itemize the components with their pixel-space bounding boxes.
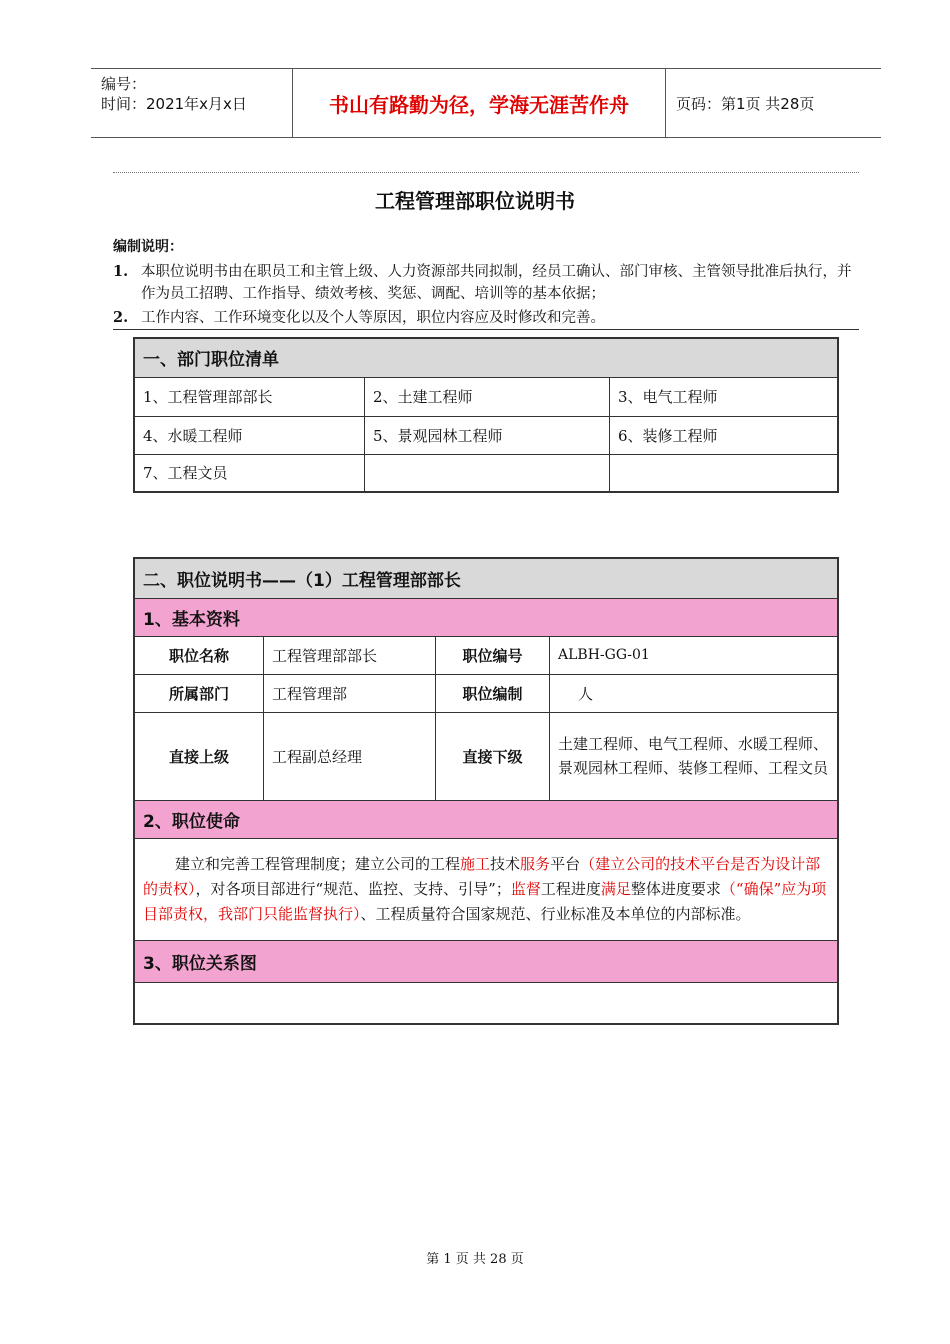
position-cell: 6、装修工程师 [610, 416, 839, 454]
mission-highlight: 满足 [600, 879, 631, 898]
number-label: 编号： [101, 75, 147, 93]
page-footer: 第 1 页 共 28 页 [426, 1252, 524, 1267]
subsection-title: 1、基本资料 [134, 598, 838, 636]
mission-part: 、工程质量符合国家规范、行业标准及本单位的内部标准。 [360, 904, 751, 923]
header-meta [91, 69, 293, 137]
note-item [113, 307, 859, 329]
note-item [113, 261, 859, 305]
mission-part: 平台 [550, 854, 581, 873]
header-page-label: 页码：第1页 共28页 [676, 94, 815, 113]
field-label: 职位名称 [134, 636, 264, 674]
notes-heading: 编制说明： [113, 239, 183, 255]
mission-highlight: 施工 [460, 854, 491, 873]
field-label: 所属部门 [134, 674, 264, 712]
field-label: 直接下级 [436, 712, 550, 800]
position-list-table [133, 337, 839, 493]
mission-part: ，对各项目部进行“规范、监控、支持、引导”； [195, 879, 511, 898]
field-value: 工程管理部 [264, 674, 436, 712]
field-value: 工程副总经理 [264, 712, 436, 800]
page-title: 工程管理部职位说明书 [375, 189, 575, 213]
field-value: 人 [550, 674, 839, 712]
position-cell: 3、电气工程师 [610, 377, 839, 416]
job-description-table [133, 557, 839, 1025]
subsection-title: 3、职位关系图 [134, 940, 838, 982]
mission-part: 建立和完善工程管理制度；建立公司的工程 [175, 854, 461, 873]
field-label: 直接上级 [134, 712, 264, 800]
mission-highlight: （建立公司的技术平台是否为设计部的责权） [143, 854, 821, 898]
field-label: 职位编号 [436, 636, 550, 674]
notes-underline [113, 329, 859, 330]
section-title: 一、部门职位清单 [134, 338, 838, 377]
time-label: 时间：2021年x月x日 [101, 95, 247, 113]
mission-highlight: 监督 [510, 879, 541, 898]
relation-chart-area [134, 982, 838, 1024]
position-cell: 7、工程文员 [134, 454, 365, 492]
position-cell [365, 454, 610, 492]
page-header [91, 68, 881, 138]
mission-text [134, 838, 838, 940]
position-cell [610, 454, 839, 492]
subsection-title: 2、职位使命 [134, 800, 838, 838]
note-number: 2. [113, 309, 129, 326]
position-cell: 5、景观园林工程师 [365, 416, 610, 454]
field-label: 职位编制 [436, 674, 550, 712]
mission-part: 技术 [490, 854, 521, 873]
note-number: 1. [113, 263, 129, 280]
mission-highlight: 服务 [520, 854, 551, 873]
position-cell: 1、工程管理部部长 [134, 377, 365, 416]
note-text: 本职位说明书由在职员工和主管上级、人力资源部共同拟制，经员工确认、部门审核、主管领导批准后执行，并作为员工招聘、工作指导、绩效考核、奖惩、调配、培训等的基本依据； [141, 264, 852, 302]
mission-part: 整体进度要求 [630, 879, 721, 898]
mission-highlight: （“确保”应为项目部责权，我部门只能监督执行） [143, 879, 827, 923]
header-slogan: 书山有路勤为径，学海无涯苦作舟 [293, 69, 666, 137]
dotted-divider [113, 172, 859, 173]
position-cell: 2、土建工程师 [365, 377, 610, 416]
field-value: 土建工程师、电气工程师、水暖工程师、景观园林工程师、装修工程师、工程文员 [550, 712, 839, 800]
position-cell: 4、水暖工程师 [134, 416, 365, 454]
field-value: 工程管理部部长 [264, 636, 436, 674]
section-title: 二、职位说明书——（1）工程管理部部长 [134, 558, 838, 598]
field-value: ALBH-GG-01 [550, 636, 839, 674]
note-text: 工作内容、工作环境变化以及个人等原因，职位内容应及时修改和完善。 [141, 310, 605, 326]
mission-part: 工程进度 [540, 879, 601, 898]
